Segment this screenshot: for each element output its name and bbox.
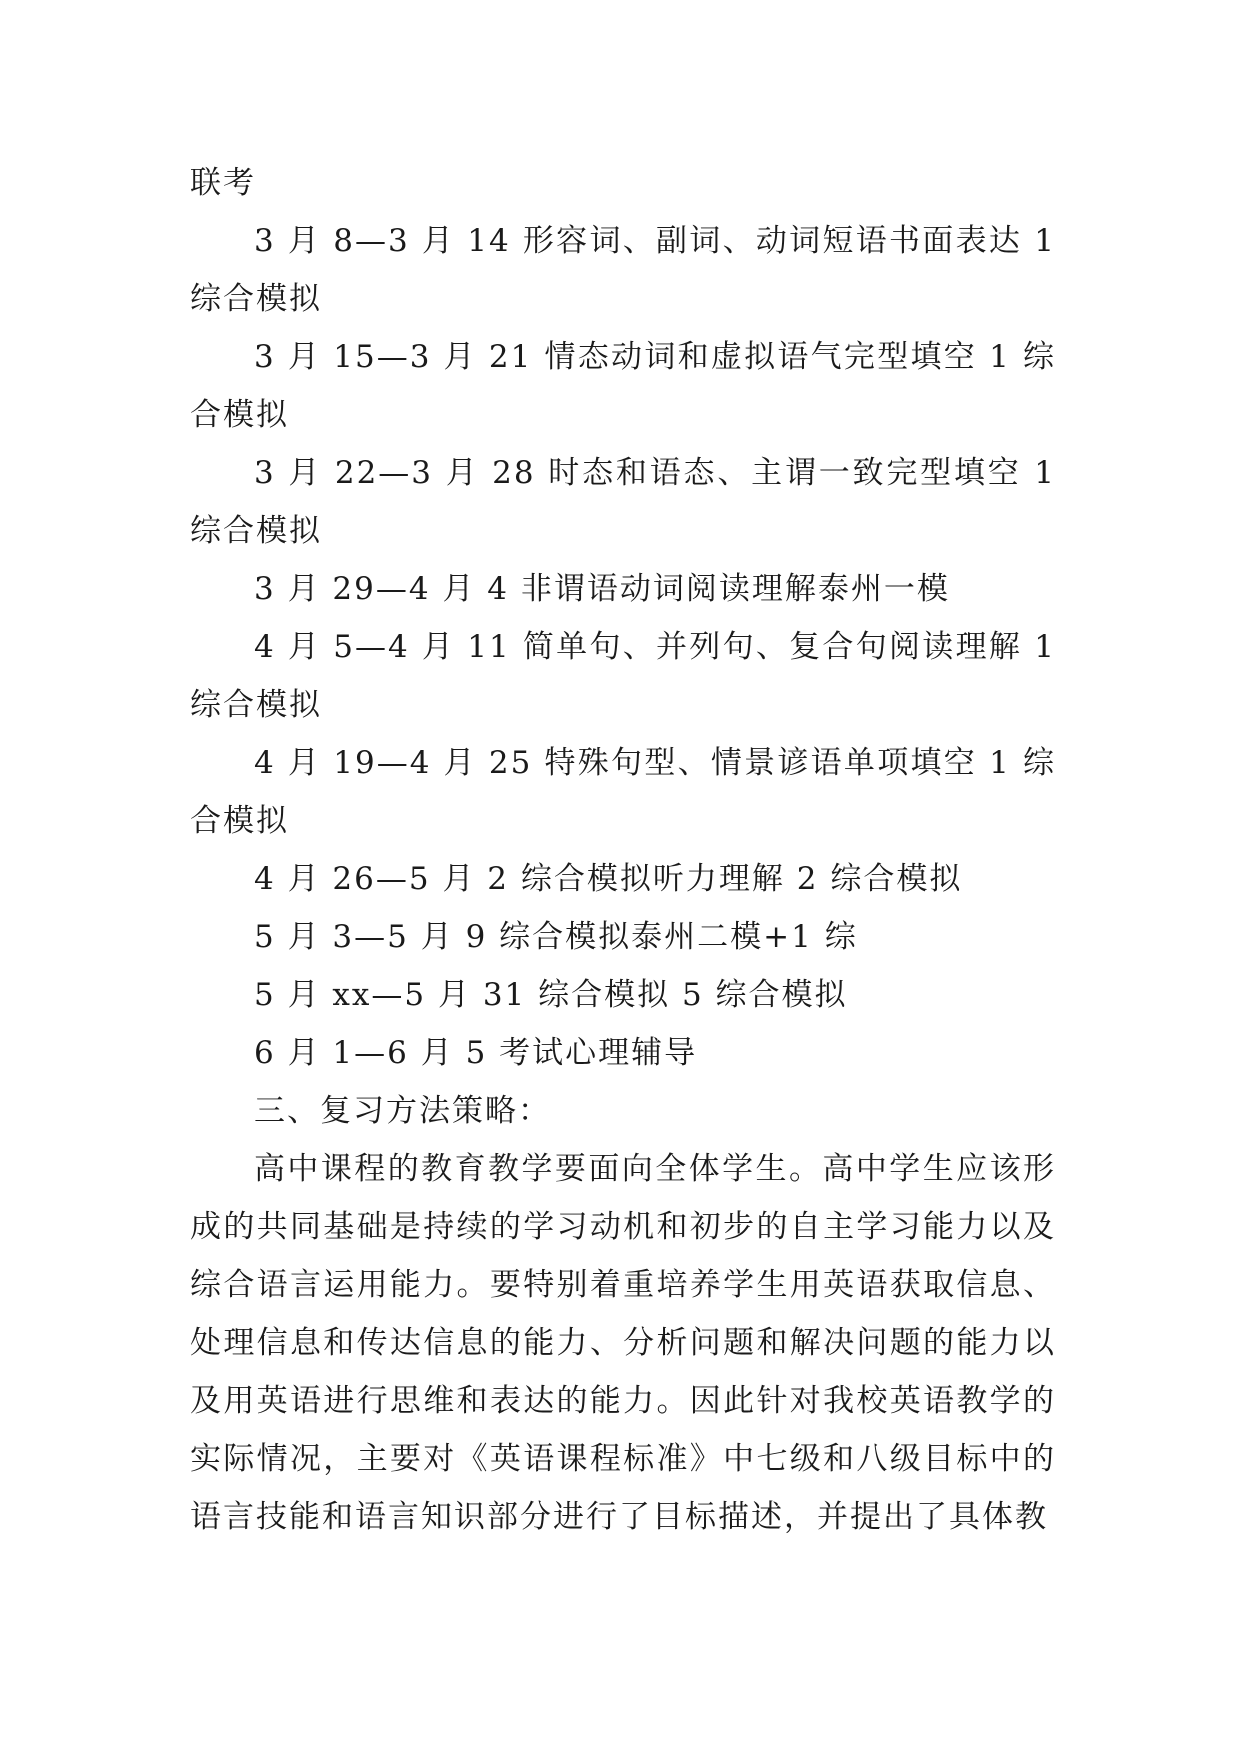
- schedule-item: 3 月 22—3 月 28 时态和语态、主谓一致完型填空 1 综合模拟: [190, 455, 1056, 549]
- schedule-item: 6 月 1—6 月 5 考试心理辅导: [254, 1035, 698, 1071]
- schedule-item: 3 月 29—4 月 4 非谓语动词阅读理解泰州一模: [254, 571, 950, 607]
- schedule-item: 4 月 26—5 月 2 综合模拟听力理解 2 综合模拟: [254, 861, 963, 897]
- schedule-item: 5 月 xx—5 月 31 综合模拟 5 综合模拟: [254, 977, 848, 1013]
- document-body: [190, 154, 1056, 1546]
- schedule-item: 4 月 5—4 月 11 简单句、并列句、复合句阅读理解 1 综合模拟: [190, 629, 1056, 723]
- paragraph-continuation: 联考: [190, 165, 256, 201]
- schedule-item: 4 月 19—4 月 25 特殊句型、情景谚语单项填空 1 综合模拟: [190, 745, 1056, 839]
- schedule-item: 5 月 3—5 月 9 综合模拟泰州二模+1 综: [254, 919, 858, 955]
- section-heading: 三、复习方法策略：: [254, 1093, 551, 1129]
- schedule-item: 3 月 8—3 月 14 形容词、副词、动词短语书面表达 1 综合模拟: [190, 223, 1056, 317]
- schedule-item: 3 月 15—3 月 21 情态动词和虚拟语气完型填空 1 综合模拟: [190, 339, 1056, 433]
- body-paragraph: 高中课程的教育教学要面向全体学生。高中学生应该形成的共同基础是持续的学习动机和初步的自主学习能力以及综合语言运用能力。要特别着重培养学生用英语获取信息、处理信息和传达信息的能力、分析问题和解决问题的能力以及用英语进行思维和表达的能力。因此针对我校英语教学的实际情况，主要对《英语课程标准》中七级和八级目标中的语言技能和语言知识部分进行了目标描述，并提出了具体教: [190, 1151, 1056, 1535]
